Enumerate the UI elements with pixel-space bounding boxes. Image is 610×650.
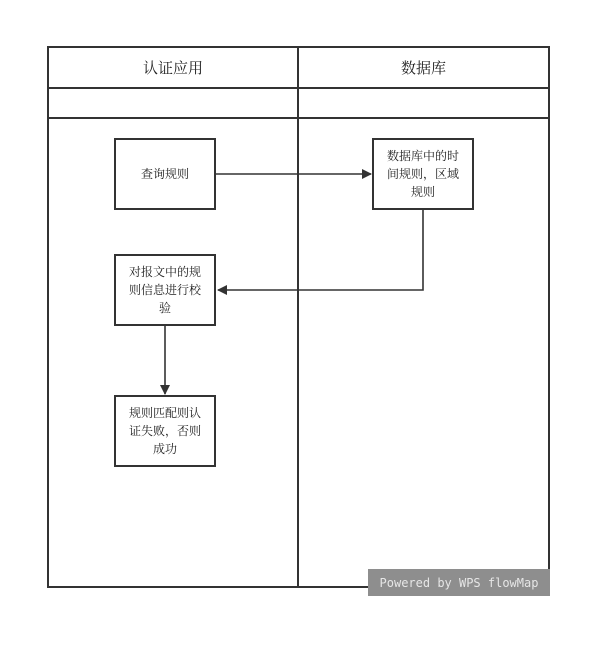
node-query-rules[interactable]: 查询规则: [114, 138, 216, 210]
watermark-badge: Powered by WPS flowMap: [368, 569, 550, 596]
node-result[interactable]: 规则匹配则认证失败，否则成功: [114, 395, 216, 467]
arrow-db-to-verify: [218, 209, 423, 290]
lane-header-auth-app: 认证应用: [142, 59, 203, 77]
node-verify-rules[interactable]: 对报文中的规则信息进行校验: [114, 254, 216, 326]
lane-header-database: 数据库: [400, 59, 446, 77]
node-db-rules[interactable]: 数据库中的时间规则，区域规则: [372, 138, 474, 210]
